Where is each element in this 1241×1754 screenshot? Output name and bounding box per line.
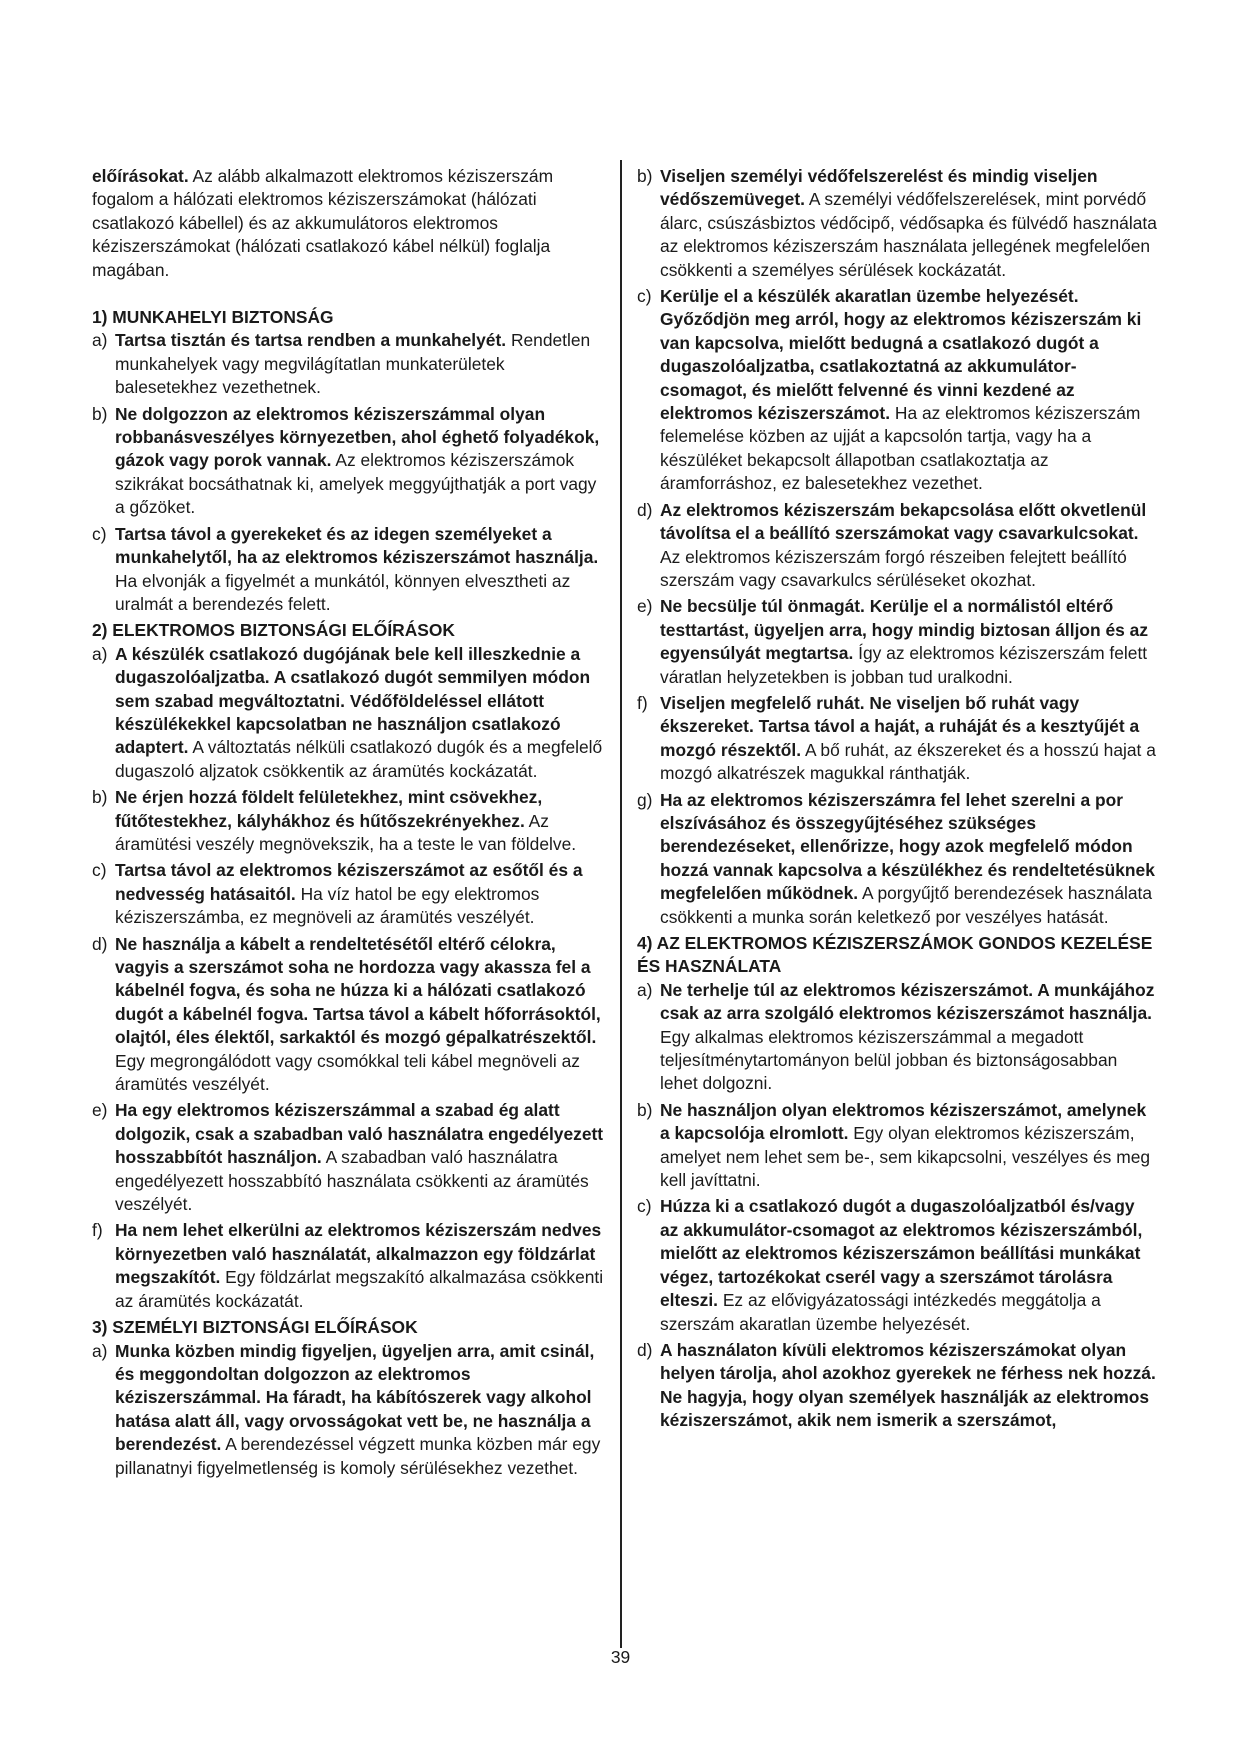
left-column: [92, 165, 605, 1483]
list-item: e) Ha egy elektromos kéziszerszámmal a szabad ég alatt dolgozik, csak a szabadban való használatra engedélyezett hosszabbítót használjon. A szabadban való használatra engedélyezett hosszabbító használata csökkenti az áramütés veszélyét.: [92, 1100, 604, 1215]
list-item: b) Ne használjon olyan elektromos kéziszerszámot, amelynek a kapcsolója elromlott. Egy olyan elektromos kéziszerszám, amelyet nem lehet sem be-, sem kikapcsolni, veszélyes és meg kell javíttatni.: [637, 1099, 1151, 1191]
list-item: f) Ha nem lehet elkerülni az elektromos kéziszerszám nedves környezetben való használatát, alkalmazzon egy földzárlat megszakítót. Egy földzárlat megszakító alkalmazása csökkenti az áramütés kockázatát.: [92, 1220, 604, 1311]
list-item: f) Viseljen megfelelő ruhát. Ne viseljen bő ruhát vagy ékszereket. Tartsa távol a haját, a ruháját és a kesztyűjét a mozgó részektől. A bő ruhát, az ékszereket és a hosszú hajat a mozgó alkatrészek magukkal ránthatják.: [637, 692, 1156, 784]
column-divider: [620, 160, 622, 1648]
section-heading-tool-use-and-care: 4) AZ ELEKTROMOS KÉZISZERSZÁMOK GONDOS KEZELÉSE ÉS HASZNÁLATA: [637, 933, 1153, 977]
list-item: b) Viseljen személyi védőfelszerelést és mindig viseljen védőszemüveget. A személyi védőfelszerelések, mint porvédő álarc, csúszásbiztos védőcipő, védősapka és fülvédő használata az elektromos kéziszerszám használata jellegének megfelelően csökkenti a személyes sérülések kockázatát.: [637, 166, 1157, 280]
section-heading-personal-safety: 3) SZEMÉLYI BIZTONSÁGI ELŐÍRÁSOK: [92, 1317, 418, 1338]
list-item: b) Ne érjen hozzá földelt felületekhez, mint csövekhez, fűtőtestekhez, kályhákhoz és hűtőszekrényekhez. Az áramütési veszély megnövekszik, ha a teste le van földelve.: [92, 787, 577, 854]
page-number: 39: [610, 1647, 631, 1667]
section-heading-workplace-safety: 1) MUNKAHELYI BIZTONSÁG: [92, 307, 334, 328]
list-item: c) Húzza ki a csatlakozó dugót a dugaszolóaljzatból és/vagy az akkumulátor-csomagot az elektromos kéziszerszámból, mielőtt az elektromos kéziszerszámon beállítási munkákat végez, tartozékokat cserél vagy a szerszámot tárolásra elteszi. Ez az elővigyázatossági intézkedés meggátolja a szerszám akaratlan üzembe helyezését.: [637, 1196, 1143, 1334]
right-column: [637, 165, 1157, 1436]
list-item: a) Tartsa tisztán és tartsa rendben a munkahelyét. Rendetlen munkahelyek vagy megvilágítatlan munkaterületek balesetekhez vezethetnek.: [92, 330, 591, 398]
list-item: a) Munka közben mindig figyeljen, ügyeljen arra, amit csinál, és meggondoltan dolgozzon az elektromos kéziszerszámmal. Ha fáradt, ha kábítószerek vagy alkohol hatása alatt áll, vagy orvosságokat vett be, ne használja a berendezést. A berendezéssel végzett munka közben már egy pillanatnyi figyelmetlenség is komoly sérülésekhez vezethet.: [92, 1340, 601, 1478]
intro-paragraph: előírásokat. Az alább alkalmazott elektromos kéziszerszám fogalom a hálózati elektromos kéziszerszámokat (hálózati csatlakozó kábellel) és az akkumulátoros elektromos kéziszerszámokat (hálózati csatlakozó kábel nélkül) foglalja magában.: [92, 166, 554, 280]
list-item: b) Ne dolgozzon az elektromos kéziszerszámmal olyan robbanásveszélyes környezetben, ahol éghető folyadékok, gázok vagy porok vannak. Az elektromos kéziszerszámok szikrákat bocsáthatnak ki, amelyek meggyújthatják a port vagy a gőzöket.: [92, 403, 600, 518]
section-heading-electrical-safety: 2) ELEKTROMOS BIZTONSÁGI ELŐÍRÁSOK: [92, 620, 455, 641]
list-item: d) A használaton kívüli elektromos kéziszerszámokat olyan helyen tárolja, ahol azokhoz gyerekek ne férhess nek hozzá. Ne hagyja, hogy olyan személyek használják az elektromos kéziszerszámot, akik nem ismerik a szerszámot,: [637, 1339, 1156, 1431]
list-item: c) Tartsa távol az elektromos kéziszerszámot az esőtől és a nedvesség hatásaitól. Ha víz hatol be egy elektromos kéziszerszámba, ez megnöveli az áramütés veszélyét.: [92, 860, 583, 928]
list-item: g) Ha az elektromos kéziszerszámra fel lehet szerelni a por elszívásához és összegyűjtéséhez szükséges berendezéseket, ellenőrizze, hogy azok megfelelő módon hozzá vannak kapcsolva a készülékhez és rendeltetésüknek megfelelően működnek. A porgyűjtő berendezések használata csökkenti a munka során keletkező por veszélyes hatását.: [637, 789, 1155, 927]
list-item: a) A készülék csatlakozó dugójának bele kell illeszkednie a dugaszolóaljzatba. A csatlakozó dugót semmilyen módon sem szabad megváltoztatni. Védőföldeléssel ellátott készülékekkel kapcsolatban ne használjon csatlakozó adaptert. A változtatás nélküli csatlakozó dugók és a megfelelő dugaszoló aljzatok csökkentik az áramütés kockázatát.: [92, 643, 603, 781]
list-item: c) Kerülje el a készülék akaratlan üzembe helyezését. Győződjön meg arról, hogy az elektromos kéziszerszám ki van kapcsolva, mielőtt bedugná a csatlakozó dugót a dugaszolóaljzatba, csatlakoztatná az akkumulátor-csomagot, és mielőtt felvenné és vinni kezdené az elektromos kéziszerszámot. Ha az elektromos kéziszerszám felemelése közben az ujját a kapcsolón tartja, vagy ha a készüléket bekapcsolt állapotban csatlakoztatja az áramforráshoz, ez balesetekhez vezethet.: [637, 286, 1142, 494]
list-item: d) Ne használja a kábelt a rendeltetésétől eltérő célokra, vagyis a szerszámot soha ne hordozza vagy akassza fel a kábelnél fogva, és soha ne húzza ki a hálózati csatlakozó dugót a kábelnél fogva. Tartsa távol a kábelt hőforrásoktól, olajtól, éles élektől, sarkaktól és mozgó gépalkatrészektől. Egy megrongálódott vagy csomókkal teli kábel megnöveli az áramütés veszélyét.: [92, 933, 601, 1095]
list-item: c) Tartsa távol a gyerekeket és az idegen személyeket a munkahelytől, ha az elektromos kéziszerszámot használja. Ha elvonják a figyelmét a munkától, könnyen elvesztheti az uralmát a berendezés felett.: [92, 523, 599, 614]
list-item: a) Ne terhelje túl az elektromos kéziszerszámot. A munkájához csak az arra szolgáló elektromos kéziszerszámot használja. Egy alkalmas elektromos kéziszerszámmal a megadott teljesítménytartományon belül jobban és biztonságosabban lehet dolgozni.: [637, 979, 1155, 1094]
list-item: d) Az elektromos kéziszerszám bekapcsolása előtt okvetlenül távolítsa el a beállító szerszámokat vagy csavarkulcsokat. Az elektromos kéziszerszám forgó részeiben felejtett beállító szerszám vagy csavarkulcs sérüléseket okozhat.: [637, 499, 1147, 590]
list-item: e) Ne becsülje túl önmagát. Kerülje el a normálistól eltérő testtartást, ügyeljen arra, hogy mindig biztosan álljon és az egyensúlyát megtartsa. Így az elektromos kéziszerszám felett váratlan helyzetekben is jobban tud uralkodni.: [637, 596, 1149, 687]
